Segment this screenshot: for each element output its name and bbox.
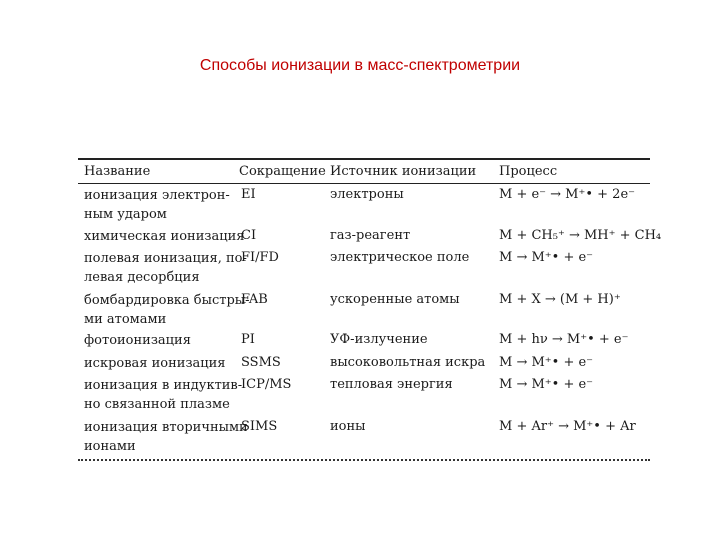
cell-name: искровая ионизация: [84, 356, 226, 371]
cell-abbreviation: CI: [241, 228, 257, 243]
cell-source: тепловая энергия: [330, 377, 453, 392]
cell-abbreviation: PI: [241, 332, 255, 347]
cell-name: ионизация электрон- ным ударом: [84, 188, 230, 222]
header-name: Название: [84, 164, 151, 179]
cell-source: ускоренные атомы: [330, 292, 460, 307]
cell-process: M → M⁺• + e⁻: [499, 377, 594, 392]
cell-name: полевая ионизация, по- левая десорбция: [84, 251, 247, 285]
cell-source: УФ-излучение: [330, 332, 428, 347]
header-abbreviation: Сокращение: [239, 164, 326, 179]
cell-process: M + Ar⁺ → M⁺• + Ar: [499, 419, 636, 434]
cell-source: высоковольтная искра: [330, 355, 486, 370]
cell-process: M + X → (M + H)⁺: [499, 292, 621, 307]
cell-process: M + e⁻ → M⁺• + 2e⁻: [499, 187, 636, 202]
cell-source: ионы: [330, 419, 366, 434]
table-header-rule: [78, 183, 650, 184]
cell-name: ионизация вторичными ионами: [84, 420, 248, 454]
cell-source: электрическое поле: [330, 250, 470, 265]
cell-process: M + CH₅⁺ → MH⁺ + CH₄: [499, 228, 662, 243]
cell-process: M + hν → M⁺• + e⁻: [499, 332, 629, 347]
cell-source: газ-реагент: [330, 228, 411, 243]
cell-name: фотоионизация: [84, 333, 191, 348]
table-top-rule: [78, 158, 650, 160]
cell-name: бомбардировка быстры- ми атомами: [84, 293, 250, 327]
cell-abbreviation: FAB: [241, 292, 268, 307]
cell-name: ионизация в индуктив- но связанной плазме: [84, 378, 243, 412]
cell-source: электроны: [330, 187, 404, 202]
cell-abbreviation: EI: [241, 187, 256, 202]
table-bottom-rule: [78, 459, 650, 461]
cell-abbreviation: FI/FD: [241, 250, 279, 265]
cell-abbreviation: SSMS: [241, 355, 281, 370]
header-process: Процесс: [499, 164, 558, 179]
cell-process: M → M⁺• + e⁻: [499, 355, 594, 370]
header-source: Источник ионизации: [330, 164, 477, 179]
cell-process: M → M⁺• + e⁻: [499, 250, 594, 265]
cell-abbreviation: ICP/MS: [241, 377, 292, 392]
cell-abbreviation: SIMS: [241, 419, 278, 434]
slide-title: Способы ионизации в масс-спектрометрии: [199, 57, 521, 74]
cell-name: химическая ионизация: [84, 229, 245, 244]
